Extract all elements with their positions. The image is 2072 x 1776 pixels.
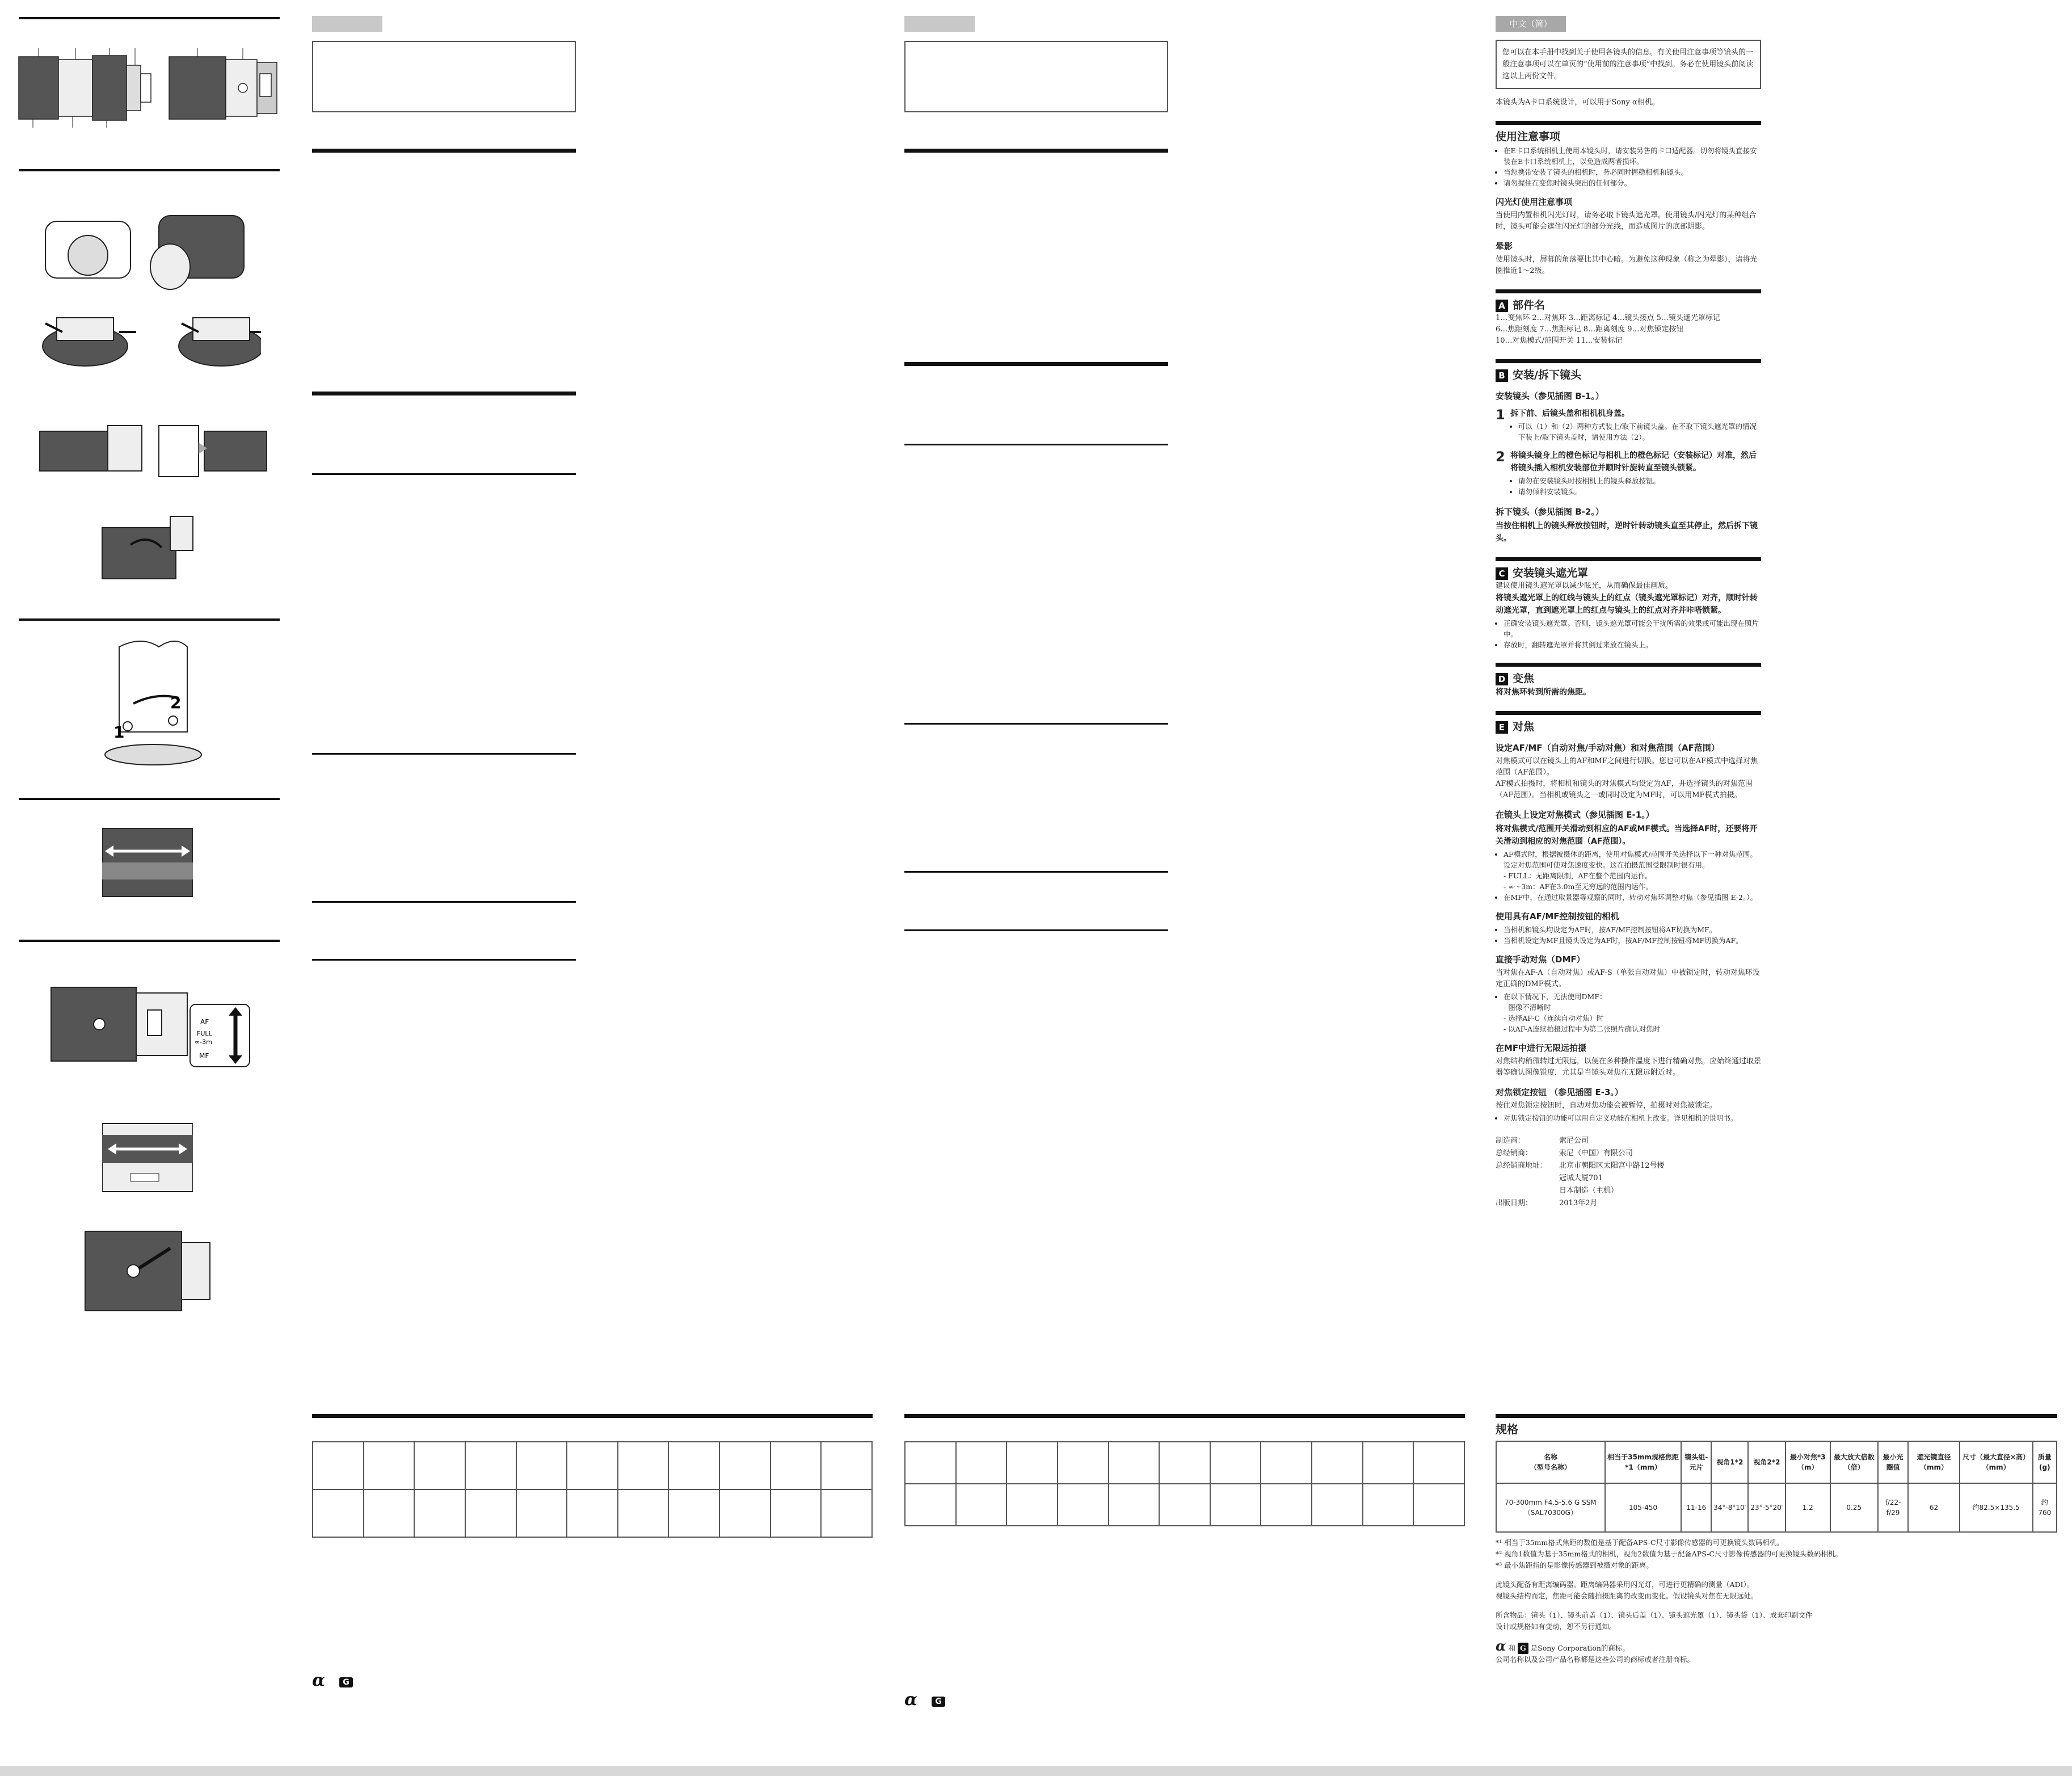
parts-heading <box>1496 289 1761 313</box>
trademark-g: G <box>1518 1643 1528 1654</box>
parts-line: 10…对焦模式/范围开关 11…安装标记 <box>1496 336 1623 345</box>
precautions-title: 使用注意事项 <box>1496 131 1561 143</box>
col2-rule-1 <box>312 149 576 153</box>
zoom-heading <box>1496 663 1761 686</box>
company-value: 日本制造（主机） <box>1559 1186 1619 1195</box>
spec-header: 相当于35mm规格焦距*1（mm） <box>1605 1441 1682 1483</box>
spec-header: 名称 （型号名称） <box>1496 1441 1605 1483</box>
focus-title: 对焦 <box>1513 721 1535 733</box>
fig-e-rule <box>19 940 280 942</box>
hood-label-1: 1 <box>113 723 125 742</box>
spec-header: 最大放大倍数（倍） <box>1830 1441 1878 1483</box>
lock-text: 按住对焦锁定按钮时，自动对焦功能会被暂停，拍摄时对焦被锁定。 <box>1496 1101 1717 1110</box>
section-letter-d: D <box>1496 673 1508 685</box>
flash-title: 闪光灯使用注意事项 <box>1496 197 1573 207</box>
section-letter-c: C <box>1496 567 1508 580</box>
hood-bold: 将镜头遮光罩上的红线与镜头上的红点（镜头遮光罩标记）对齐，顺时针转动遮光罩，直到遮光罩上的红点与镜头上的红点对齐并咔嗒锁紧。 <box>1496 594 1758 615</box>
list-item: • 可以（1）和（2）两种方式装上/取下前镜头盖。在不取下镜头遮光罩的情况下装上/取下镜头盖时，请使用方法（2）。 <box>1518 421 1761 443</box>
section-letter-a: A <box>1496 300 1508 312</box>
col3-rule-1 <box>904 149 1168 153</box>
company-info <box>1496 1135 1761 1210</box>
company-value: 索尼（中国）有限公司 <box>1559 1149 1633 1158</box>
col2-spec-rule <box>312 1414 873 1418</box>
company-key: 制造商： <box>1496 1137 1526 1145</box>
fig-b-rule <box>19 169 280 171</box>
company-key <box>1496 1185 1559 1197</box>
figure-d-zoom <box>102 823 193 902</box>
bottom-strip <box>0 1766 2072 1776</box>
set-bold: 将对焦模式/范围开关滑动到相应的AF或MF模式。当选择AF时，还要将开关滑动到相应的对焦范围（AF范围）。 <box>1496 824 1758 846</box>
company-key: 总经销商： <box>1496 1149 1533 1158</box>
spec-table <box>1496 1441 2057 1533</box>
company-key: 出版日期： <box>1496 1199 1533 1207</box>
parts-title: 部件名 <box>1513 299 1545 312</box>
detach-ref: B-2 <box>1575 507 1591 517</box>
trademark-and: 和 <box>1508 1644 1515 1652</box>
inf-title: 在MF中进行无限远拍摄 <box>1496 1043 1587 1053</box>
attach-heading <box>1496 359 1761 382</box>
footnote: *² 视角1数值为基于35mm格式的相机，视角2数值为基于配备APS-C尺寸影像传感器的可更换镜头数码相机。 <box>1496 1550 1843 1558</box>
spec-header: 遮光镜直径（mm） <box>1908 1441 1959 1483</box>
list-item: • 请勿倾斜安装镜头。 <box>1518 486 1761 497</box>
step-2-text: 将镜头镜身上的橙色标记与相机上的橙色标记（安装标记）对准，然后将镜头插入相机安装部位并顺时针旋转直至镜头锁紧。 <box>1510 451 1757 473</box>
col3-rule-6 <box>904 929 1168 931</box>
section-letter-b: B <box>1496 369 1508 382</box>
spec-header: 尺寸（最大直径×高）（mm） <box>1960 1441 2033 1483</box>
set-ref: E-1 <box>1626 810 1642 820</box>
lock-ref: E-3 <box>1595 1087 1611 1097</box>
list-item: • AF模式时，根据被摄体的距离，使用对焦模式/范围开关选择以下一种对焦范围。设定对焦范围可使对焦速度变快。这在拍摄范围受限制时很有用。 <box>1504 849 1761 870</box>
step-1: 1 拆下前、后镜头盖和相机机身盖。 • 可以（1）和（2）两种方式装上/取下前镜头盖。在不取下镜头遮光罩的情况下装上/取下镜头盖时，请使用方法（2）。 <box>1496 407 1761 444</box>
list-item: • 请勿握住在变焦时镜头突出的任何部分。 <box>1504 178 1761 188</box>
zoom-text: 将对焦环转到所需的焦距。 <box>1496 688 1591 697</box>
col3-lang-tab <box>904 16 975 32</box>
list-item: - 图像不清晰时 <box>1504 1003 1551 1012</box>
precautions-list <box>1496 145 1761 188</box>
spec-note: 此镜头配备有距离编码器。距离编码器采用闪光灯，可进行更精确的测量（ADI）。 <box>1496 1580 1754 1589</box>
company-value: 冠城大厦701 <box>1559 1174 1603 1182</box>
step-1-text: 拆下前、后镜头盖和相机机身盖。 <box>1510 409 1629 418</box>
contents-text: 所含物品：镜头（1）、镜头前盖（1）、镜头后盖（1）、镜头遮光罩（1）、镜头袋（1）、成套印刷文件 <box>1496 1611 1813 1619</box>
hood-heading <box>1496 557 1761 580</box>
switch-af-label: AF <box>200 1018 209 1026</box>
col3-spec-rule <box>904 1414 1465 1418</box>
list-item: - FULL：无距离限制，AF在整个范围内运作。 <box>1504 872 1652 880</box>
list-item: • 请勿在安装镜头时按相机上的镜头释放按钮。 <box>1518 475 1761 486</box>
specifications-section <box>1496 1414 2057 1665</box>
spec-cell: 62 <box>1908 1483 1959 1532</box>
company-key: 总经销商地址： <box>1496 1161 1548 1170</box>
company-value: 北京市朝阳区太阳宫中路12号楼 <box>1559 1161 1665 1170</box>
switch-mf-label: MF <box>199 1052 209 1060</box>
table-row <box>1496 1483 2057 1532</box>
section-letter-e: E <box>1496 721 1508 734</box>
list-item: • 对焦锁定按钮的功能可以用自定义功能在相机上改变。详见相机的说明书。 <box>1504 1113 1761 1123</box>
list-item: - 选择AF-C（连续自动对焦）时 <box>1504 1014 1604 1022</box>
switch-full-label: FULL <box>197 1030 212 1037</box>
col2-rule-4 <box>312 753 576 755</box>
col3-g-logo: G <box>932 1697 945 1707</box>
hood-title: 安装镜头遮光罩 <box>1513 567 1589 579</box>
figure-b1-caps <box>34 210 261 380</box>
col2-g-logo: G <box>339 1677 353 1687</box>
inf-text: 对焦结构稍微转过无限远，以便在多种操作温度下进行精确对焦。应始终通过取景器等确认图像锐度，尤其是当镜头对焦在无限远附近时。 <box>1496 1057 1762 1077</box>
zoom-title: 变焦 <box>1513 672 1535 685</box>
list-item: • 在E卡口系统相机上使用本镜头时，请安装另售的卡口适配器。切勿将镜头直接安装在E卡口系统相机上，以免造成两者损坏。 <box>1504 145 1761 167</box>
step-2: 2 将镜头镜身上的橙色标记与相机上的橙色标记（安装标记）对准，然后将镜头插入相机安装部位并顺时针旋转直至镜头锁紧。 • 请勿在安装镜头时按相机上的镜头释放按钮。 • 请勿倾斜安装镜头。 <box>1496 449 1761 498</box>
col2-spec-table <box>312 1441 873 1538</box>
col3-rule-3 <box>904 444 1168 445</box>
flash-text: 当使用内置相机闪光灯时，请务必取下镜头遮光罩。使用镜头/闪光灯的某种组合时，镜头可能会遮住闪光灯的部分光线，而造成图片的底部阴影。 <box>1496 211 1757 231</box>
detach-text: 当按住相机上的镜头释放按钮时，逆时针转动镜头直至其停止，然后拆下镜头。 <box>1496 521 1758 543</box>
mount-note: 本镜头为A卡口系统设计，可以用于Sony α相机。 <box>1496 98 1660 107</box>
dmf-title: 直接手动对焦（DMF） <box>1496 954 1585 965</box>
lens-parts-illustration <box>16 45 283 131</box>
spec-cell: 约82.5×135.5 <box>1960 1483 2033 1532</box>
figure-b1-mount <box>34 409 272 488</box>
af-text-2: AF模式拍摄时，将相机和镜头的对焦模式均设定为AF，并选择镜头的对焦范围（AF范围）。当相机或镜头之一或同时设定为MF时，可以用MF模式拍摄。 <box>1496 780 1753 799</box>
fig-c-rule <box>19 618 280 621</box>
company-value: 2013年2月 <box>1559 1199 1598 1207</box>
vignette-title: 晕影 <box>1496 241 1513 251</box>
spec-header: 视角2*2 <box>1748 1441 1785 1483</box>
fig-a-rule <box>19 17 280 19</box>
precautions-heading <box>1496 121 1761 144</box>
spec-header: 视角1*2 <box>1711 1441 1748 1483</box>
spec-header: 质量(g) <box>2033 1441 2057 1483</box>
set-title: 在镜头上设定对焦模式（参见插图 <box>1496 810 1624 820</box>
footnote: *¹ 相当于35mm格式焦距的数值是基于配备APS-C尺寸影像传感器的可更换镜头数码相机。 <box>1496 1538 1784 1547</box>
col3-intro-box <box>904 41 1168 112</box>
change-text: 设计或规格如有变动，恕不另行通知。 <box>1496 1622 1616 1631</box>
spec-cell: 34°-8°10′ <box>1711 1483 1748 1532</box>
attach-ref: B-1 <box>1575 391 1591 401</box>
focus-heading <box>1496 711 1761 734</box>
trademark-alpha: α <box>1496 1638 1506 1654</box>
spec-note: 视镜头结构而定，焦距可能会随拍摄距离的改变而变化。假设镜头对焦在无限远处。 <box>1496 1592 1758 1600</box>
list-item: - 以AF-A连续拍摄过程中为第二张照片确认对焦时 <box>1504 1025 1661 1033</box>
hood-text: 建议使用镜头遮光罩以减少眩光，从而确保最佳画质。 <box>1496 582 1673 590</box>
list-item: • 当相机设定为MF且镜头设定为AF时，按AF/MF控制按钮将MF切换为AF。 <box>1504 935 1761 946</box>
dmf-text: 当对焦在AF-A（自动对焦）或AF-S（单张自动对焦）中被锁定时，转动对焦环设定正确的DMF模式。 <box>1496 969 1760 988</box>
spec-cell: 70-300mm F4.5-5.6 G SSM（SAL70300G） <box>1496 1483 1605 1532</box>
list-item: • 在MF中，在通过取景器等观察的同时，转动对焦环调整对焦（参见插图 E-2。）。 <box>1504 892 1761 903</box>
col2-lang-tab <box>312 16 382 32</box>
list-item: • 正确安装镜头遮光罩。否则，镜头遮光罩可能会干扰所需的效果或可能出现在照片中。 <box>1504 618 1761 639</box>
col2-rule-3 <box>312 473 576 475</box>
hood-label-2: 2 <box>170 693 182 712</box>
af-text-1: 对焦模式可以在镜头上的AF和MF之间进行切换。您也可以在AF模式中选择对焦范围（AF范围）。 <box>1496 757 1758 777</box>
list-item: • 当相机和镜头均设定为AF时，按AF/MF控制按钮将AF切换为MF。 <box>1504 924 1761 935</box>
figure-a-parts <box>16 45 283 131</box>
attach-title: 安装镜头（参见插图 <box>1496 391 1573 401</box>
list-item: • 在以下情况下，无法使用DMF： <box>1504 991 1761 1002</box>
col3-rule-4 <box>904 723 1168 725</box>
spec-cell: f/22-f/29 <box>1878 1483 1909 1532</box>
parts-line: 6…焦距刻度 7…焦距标记 8…距离刻度 9…对焦锁定按钮 <box>1496 325 1684 334</box>
col2-rule-2 <box>312 392 576 395</box>
col3-rule-2 <box>904 362 1168 366</box>
switch-range-label: ∞-3m <box>195 1038 212 1046</box>
figure-c-hood <box>102 636 204 766</box>
fig-d-rule <box>19 798 280 800</box>
lang-tab: 中文（简） <box>1496 16 1566 32</box>
attach-section-title: 安装/拆下镜头 <box>1513 369 1581 381</box>
lock-title: 对焦锁定按钮 （参见插图 <box>1496 1087 1593 1097</box>
spec-cell: 23°-5°20′ <box>1748 1483 1785 1532</box>
footnote: *³ 最小焦距指的是影像传感器到被摄对象的距离。 <box>1496 1561 1653 1569</box>
company-value: 索尼公司 <box>1559 1137 1589 1145</box>
company-key <box>1496 1172 1559 1185</box>
spec-cell: 0.25 <box>1830 1483 1878 1532</box>
spec-cell: 105-450 <box>1605 1483 1682 1532</box>
chinese-section: 中文（简） 您可以在本手册中找到关于使用各镜头的信息。有关使用注意事项等镜头的一般注意事项可以在单页的“使用前的注意事项”中找到。务必在使用镜头前阅读这以上两份文件。 本镜头为A卡口系统设计，可以用于Sony α相机。 使用注意事项 • 在E卡口系统相机上使用本镜头时，请安装另售的卡口适配器。切勿将镜头直接安装在E卡口系统相机上，以免造成两者损坏。 • 当您携带安装了镜头的相机时，务必同时握稳相机和镜头。 • 请勿握住在变焦时镜头突出的任何部分。 闪光灯使用注意事项 当使用内置相机闪光灯时，请务必取下镜头遮光罩。使用镜头/闪光灯的某种组合时，镜头可能会遮住闪光灯的部分光线，而造成图片的底部阴影。 晕影 使用镜头时，屏幕的角落要比其中心暗。为避免这种现象（称之为晕影），请将光圈推近1～2级。 A 部件名 1…变焦环 2…对焦环 3…距离标记 4…镜头接点 5…镜头遮光罩标记 6…焦距刻度 7…焦距标记 8…距离刻度 9…对焦锁定按钮 10…对焦模式/范围开关 11…安装标记 B 安装/拆下镜头 安装镜头（参见插图 B-1。） 1 拆下前、后镜头盖和相机机身盖。 • 可以（1）和（2）两种方式装上/取下前镜头盖。在不取下镜头遮光罩的情况下装上/取下镜头盖时，请使用方法（2）。 2 将镜头镜身上的橙色标记与相机上的橙色标记（安装标记）对准，然后将镜头插入相机安装部位并顺时针旋转直至镜头锁紧。 • 请勿在安装镜头时按相机上的镜头释放按钮。 • 请勿倾斜安装镜头。 拆下镜头（参见插图 B-2。） 当按住相机上的镜头释放按钮时，逆时针转动镜头直至其停止，然后拆下镜头。 C 安装镜头遮光罩 建议使用镜头遮光罩以减少眩光，从而确保最佳画质。 将镜头遮光罩上的红线与镜头上的红点（镜头遮光罩标记）对齐，顺时针转动遮光罩，直到遮光罩上的红点与镜头上的红点对齐并咔嗒锁紧。 • 正确安装镜头遮光罩。否则，镜头遮光罩可能会干扰所需的效果或可能出现在照片中。 • 存放时，翻转遮光罩并将其倒过来放在镜头上。 D 变焦 将对焦环转到所需的焦距。 E 对焦 设定AF/MF（自动对焦/手动对焦）和对焦范围（AF范围） 对焦模式可以在镜头上的AF和MF之间进行切换。您也可以在AF模式中选择对焦范围（AF范围）。 AF模式拍摄时，将相机和镜头的对焦模式均设定为AF，并选择镜头的对焦范围（AF范围）。当相机或镜头之一或同时设定为MF时，可以用MF模式拍摄。 在镜头上设定对焦模式（参见插图 E-1。） 将对焦模式/范围开关滑动到相应的AF或MF模式。当选择AF时，还要将开关滑动到相应的对焦范围（AF范围）。 • AF模式时，根据被摄体的距离，使用对焦模式/范围开关选择以下一种对焦范围。设定对焦范围可使对焦速度变快。这在拍摄范围受限制时很有用。 - FULL：无距离限制，AF在整个范围内运作。 - ∞～3m：AF在3.0m至无穷远的范围内运作。 • 在MF中，在通过取景器等观察的同时，转动对焦环调整对焦（参见插图 E-2。）。 使用具有AF/MF控制按钮的相机 • 当相机和镜头均设定为AF时，按AF/MF控制按钮将AF切换为MF。 • 当相机设定为MF且镜头设定为AF时，按AF/MF控制按钮将MF切换为AF。 直接手动对焦（DMF） 当对焦在AF-A（自动对焦）或AF-S（单张自动对焦）中被锁定时，转动对焦环设定正确的DMF模式。 • 在以下情况下，无法使用DMF： - 图像不清晰时 - 选择AF-C（连续自动对焦）时 - 以AF-A连续拍摄过程中为第二张照片确认对焦时 在MF中进行无限远拍摄 对焦结构稍微转过无限远，以便在多种操作温度下进行精确对焦。应始终通过取景器等确认图像锐度，尤其是当镜头对焦在无限远附近时。 对焦锁定按钮 （参见插图 E-3。） 按住对焦锁定按钮时，自动对焦功能会被暂停，拍摄时对焦被锁定。 • 对焦锁定按钮的功能可以用自定义功能在相机上改变。详见相机的说明书。 制造商： 索尼公司 总经销商： 索尼（中国）有限公司 总经销商地址： 北京市朝阳区太阳宫中路12号楼 冠城大厦701 日本制造（主机） 出版日期： 2013年2月 <box>1496 16 1761 1210</box>
list-item: - ∞～3m：AF在3.0m至无穷远的范围内运作。 <box>1504 882 1653 891</box>
spec-notes <box>1496 1537 2057 1665</box>
intro-text: 您可以在本手册中找到关于使用各镜头的信息。有关使用注意事项等镜头的一般注意事项可以在单页的“使用前的注意事项”中找到。务必在使用镜头前阅读这以上两份文件。 <box>1502 48 1754 81</box>
col2-rule-6 <box>312 959 576 961</box>
spec-cell: 约760 <box>2033 1483 2057 1532</box>
afmf-title: 使用具有AF/MF控制按钮的相机 <box>1496 911 1619 921</box>
figure-e2-focus-ring <box>102 1118 193 1197</box>
figure-e1-switch <box>48 982 252 1072</box>
col2-intro-box <box>312 41 576 112</box>
figure-b2-detach <box>96 511 199 590</box>
detach-title: 拆下镜头（参见插图 <box>1496 507 1573 517</box>
list-item: • 存放时，翻转遮光罩并将其倒过来放在镜头上。 <box>1504 639 1761 650</box>
spec-title: 规格 <box>1496 1414 2057 1435</box>
figure-e3-lock-button <box>79 1226 216 1316</box>
af-title: 设定AF/MF（自动对焦/手动对焦）和对焦范围（AF范围） <box>1496 743 1720 753</box>
col3-spec-table <box>904 1441 1465 1526</box>
list-item: • 当您携带安装了镜头的相机时，务必同时握稳相机和镜头。 <box>1504 167 1761 178</box>
parts-line: 1…变焦环 2…对焦环 3…距离标记 4…镜头接点 5…镜头遮光罩标记 <box>1496 314 1720 322</box>
vignette-text: 使用镜头时，屏幕的角落要比其中心暗。为避免这种现象（称之为晕影），请将光圈推近1～2级。 <box>1496 255 1758 275</box>
spec-header: 镜头组-元片 <box>1681 1441 1711 1483</box>
intro-box <box>1496 40 1761 89</box>
spec-cell: 11-16 <box>1681 1483 1711 1532</box>
col3-rule-5 <box>904 871 1168 873</box>
col3-alpha-logo: α <box>904 1690 918 1710</box>
col2-rule-5 <box>312 901 576 903</box>
spec-cell: 1.2 <box>1785 1483 1830 1532</box>
spec-header: 最小对焦*3（m） <box>1785 1441 1830 1483</box>
col2-alpha-logo: α <box>312 1670 326 1690</box>
trademark2: 公司名称以及公司产品名称都是这些公司的商标或者注册商标。 <box>1496 1655 1695 1664</box>
trademark-text: 是Sony Corporation的商标。 <box>1530 1644 1629 1652</box>
spec-header: 最小光圈值 <box>1878 1441 1909 1483</box>
